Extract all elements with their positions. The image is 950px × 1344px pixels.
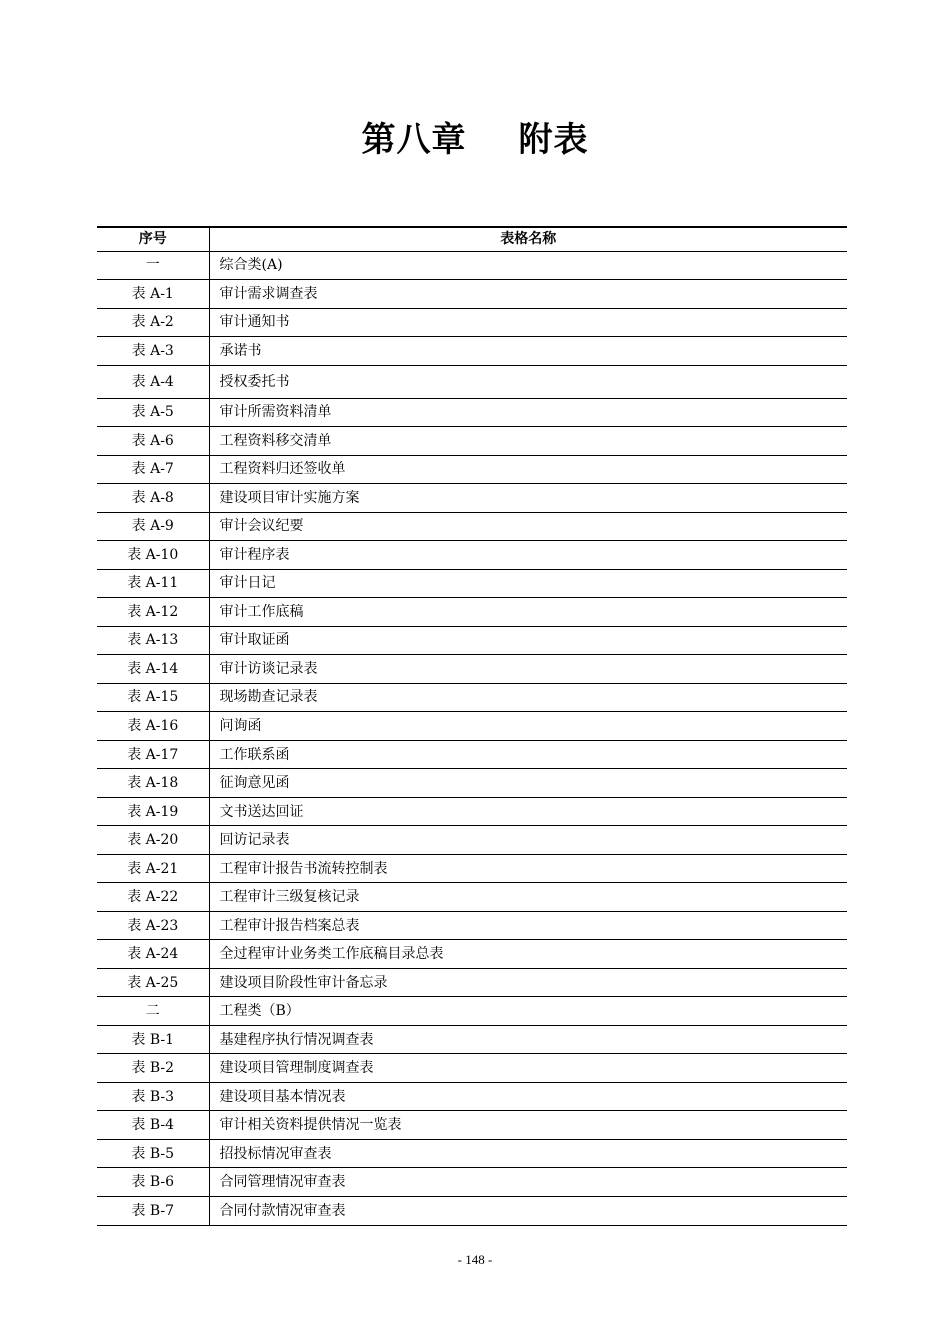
table-row [97, 683, 847, 712]
row-table-name: 建设项目审计实施方案 [209, 484, 847, 513]
row-serial-number: 表 A-6 [97, 427, 209, 456]
row-table-name: 征询意见函 [209, 769, 847, 798]
header-serial-number: 序号 [97, 227, 209, 251]
table-row [97, 541, 847, 570]
table-row [97, 280, 847, 309]
row-table-name: 建设项目阶段性审计备忘录 [209, 968, 847, 997]
table-row [97, 512, 847, 541]
table-row [97, 940, 847, 969]
table-row [97, 712, 847, 741]
row-serial-number: 表 A-10 [97, 541, 209, 570]
table-row [97, 598, 847, 627]
table-row [97, 1054, 847, 1083]
row-table-name: 工程审计报告书流转控制表 [209, 854, 847, 883]
row-serial-number: 一 [97, 251, 209, 280]
row-table-name: 审计程序表 [209, 541, 847, 570]
row-serial-number: 表 A-1 [97, 280, 209, 309]
row-serial-number: 表 A-14 [97, 655, 209, 684]
row-table-name: 承诺书 [209, 337, 847, 366]
row-table-name: 审计工作底稿 [209, 598, 847, 627]
row-serial-number: 表 A-17 [97, 740, 209, 769]
row-serial-number: 二 [97, 997, 209, 1026]
table-row [97, 740, 847, 769]
table-body [97, 251, 847, 1225]
table-row [97, 911, 847, 940]
row-table-name: 工程审计三级复核记录 [209, 883, 847, 912]
row-table-name: 招投标情况审查表 [209, 1139, 847, 1168]
row-table-name: 合同管理情况审查表 [209, 1168, 847, 1197]
table-row [97, 1139, 847, 1168]
row-serial-number: 表 B-3 [97, 1082, 209, 1111]
row-table-name: 工程审计报告档案总表 [209, 911, 847, 940]
row-serial-number: 表 B-5 [97, 1139, 209, 1168]
row-serial-number: 表 A-19 [97, 797, 209, 826]
row-table-name: 综合类(A) [209, 251, 847, 280]
page-number: - 148 - [457, 1252, 493, 1267]
table-row [97, 1025, 847, 1054]
row-table-name: 审计访谈记录表 [209, 655, 847, 684]
row-serial-number: 表 A-12 [97, 598, 209, 627]
table-row [97, 968, 847, 997]
row-serial-number: 表 B-6 [97, 1168, 209, 1197]
table-row [97, 797, 847, 826]
row-table-name: 审计相关资料提供情况一览表 [209, 1111, 847, 1140]
row-serial-number: 表 A-8 [97, 484, 209, 513]
table-row [97, 337, 847, 366]
row-serial-number: 表 A-21 [97, 854, 209, 883]
row-table-name: 基建程序执行情况调查表 [209, 1025, 847, 1054]
row-table-name: 授权委托书 [209, 365, 847, 398]
row-table-name: 工作联系函 [209, 740, 847, 769]
table-row [97, 1111, 847, 1140]
row-serial-number: 表 A-3 [97, 337, 209, 366]
header-table-name: 表格名称 [209, 227, 847, 251]
row-serial-number: 表 A-13 [97, 626, 209, 655]
table-row [97, 655, 847, 684]
table-row [97, 365, 847, 398]
row-table-name: 建设项目管理制度调查表 [209, 1054, 847, 1083]
table-row [97, 854, 847, 883]
row-table-name: 审计日记 [209, 569, 847, 598]
row-table-name: 审计所需资料清单 [209, 398, 847, 427]
table-row [97, 455, 847, 484]
row-table-name: 工程资料归还签收单 [209, 455, 847, 484]
table-row [97, 398, 847, 427]
table-row [97, 484, 847, 513]
row-serial-number: 表 A-25 [97, 968, 209, 997]
row-table-name: 审计需求调查表 [209, 280, 847, 309]
table-row [97, 1082, 847, 1111]
table-row [97, 883, 847, 912]
chapter-title [0, 112, 950, 161]
table-header-row [97, 227, 847, 251]
row-serial-number: 表 A-23 [97, 911, 209, 940]
row-table-name: 回访记录表 [209, 826, 847, 855]
row-serial-number: 表 B-7 [97, 1197, 209, 1226]
chapter-name: 附表 [518, 120, 589, 160]
row-table-name: 审计通知书 [209, 308, 847, 337]
row-table-name: 建设项目基本情况表 [209, 1082, 847, 1111]
table-row [97, 626, 847, 655]
row-serial-number: 表 A-24 [97, 940, 209, 969]
row-serial-number: 表 A-18 [97, 769, 209, 798]
row-serial-number: 表 A-5 [97, 398, 209, 427]
row-serial-number: 表 A-15 [97, 683, 209, 712]
table-row [97, 1168, 847, 1197]
row-serial-number: 表 A-16 [97, 712, 209, 741]
table-row [97, 251, 847, 280]
table-row [97, 826, 847, 855]
table-row [97, 1197, 847, 1226]
row-serial-number: 表 A-22 [97, 883, 209, 912]
table-row [97, 769, 847, 798]
row-table-name: 审计取证函 [209, 626, 847, 655]
table-row [97, 997, 847, 1026]
row-table-name: 工程类（B） [209, 997, 847, 1026]
row-table-name: 文书送达回证 [209, 797, 847, 826]
row-serial-number: 表 A-20 [97, 826, 209, 855]
row-serial-number: 表 A-9 [97, 512, 209, 541]
row-serial-number: 表 A-4 [97, 365, 209, 398]
row-serial-number: 表 A-11 [97, 569, 209, 598]
appendix-table [97, 226, 847, 1226]
row-table-name: 现场勘查记录表 [209, 683, 847, 712]
chapter-number: 第八章 [361, 120, 467, 160]
row-table-name: 审计会议纪要 [209, 512, 847, 541]
row-table-name: 全过程审计业务类工作底稿目录总表 [209, 940, 847, 969]
row-table-name: 合同付款情况审查表 [209, 1197, 847, 1226]
row-serial-number: 表 B-2 [97, 1054, 209, 1083]
row-serial-number: 表 B-4 [97, 1111, 209, 1140]
row-serial-number: 表 A-2 [97, 308, 209, 337]
table-row [97, 308, 847, 337]
row-serial-number: 表 A-7 [97, 455, 209, 484]
row-serial-number: 表 B-1 [97, 1025, 209, 1054]
row-table-name: 工程资料移交清单 [209, 427, 847, 456]
table-row [97, 569, 847, 598]
table-row [97, 427, 847, 456]
row-table-name: 问询函 [209, 712, 847, 741]
